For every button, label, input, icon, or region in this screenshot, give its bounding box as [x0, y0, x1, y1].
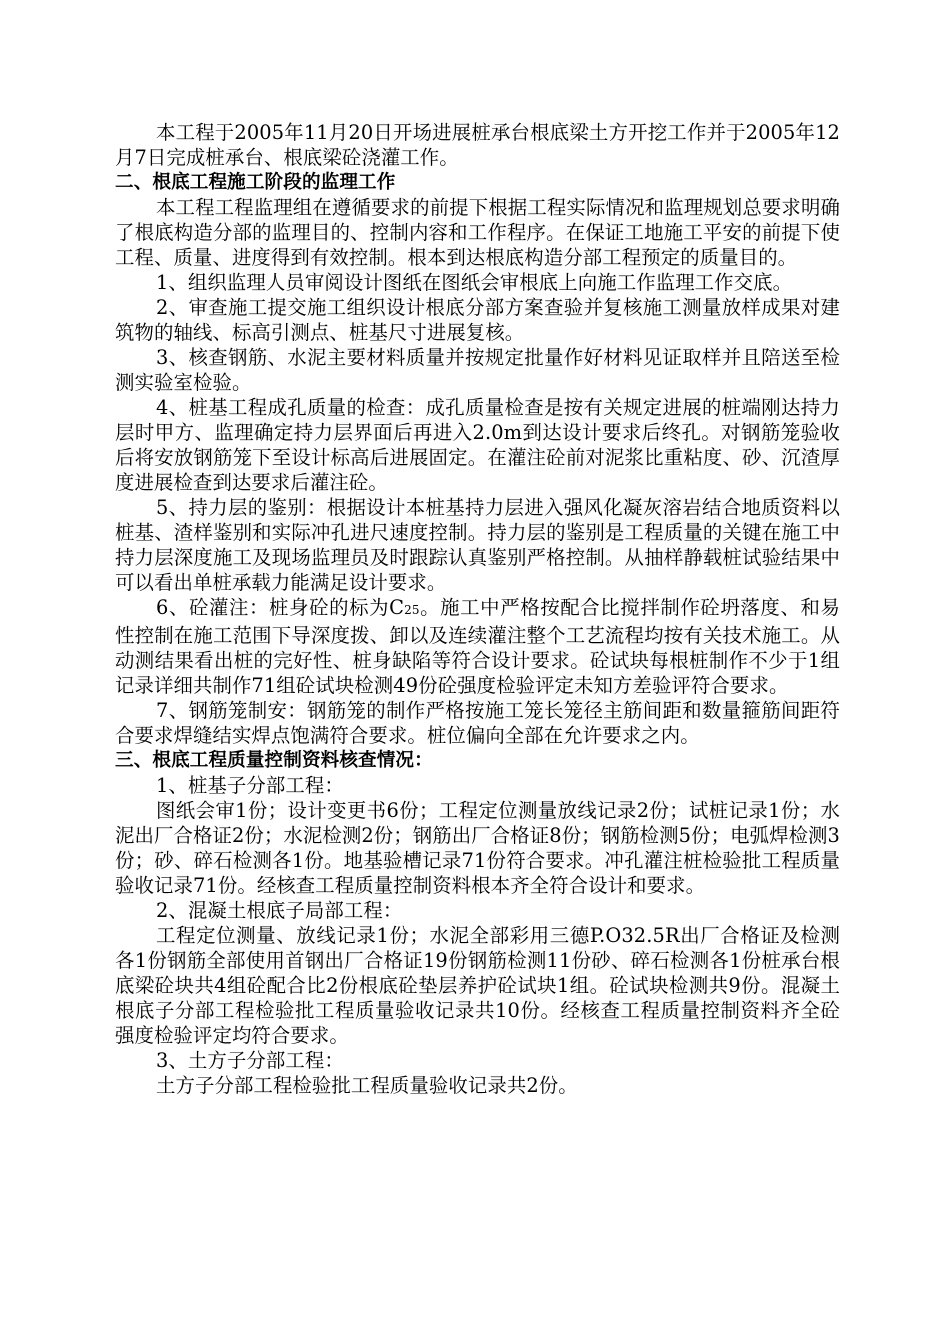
item-4-pile-hole-quality: 4、桩基工程成孔质量的检查：成孔质量检查是按有关规定进展的桩端刚达持力层时甲方、监理确定持力层界面后再进入2.0m到达设计要求后终孔。对钢筋笼验收后将安放钢筋笼下至设计标高后进展固定。在灌注砼前对泥浆比重粘度、砂、沉渣厚度进展检查到达要求后灌注砼。 [115, 396, 840, 494]
subsection-1-body: 图纸会审1份；设计变更书6份；工程定位测量放线记录2份；试桩记录1份；水泥出厂合格证2份；水泥检测2份；钢筋出厂合格证8份；钢筋检测5份；电弧焊检测3份；砂、碎石检测各1份。地基验槽记录71份符合要求。冲孔灌注桩检验批工程质量验收记录71份。经核查工程质量控制资料根本齐全符合设计和要求。 [115, 799, 840, 897]
item-7-rebar-cage: 7、钢筋笼制安：钢筋笼的制作严格按施工笼长笼径主筋间距和数量箍筋间距符合要求焊缝结实焊点饱满符合要求。桩位偏向全部在允许要求之内。 [115, 699, 840, 747]
item-2-construction-plan: 2、审查施工提交施工组织设计根底分部方案查验并复核施工测量放样成果对建筑物的轴线、标高引测点、桩基尺寸进展复核。 [115, 296, 840, 344]
subsection-1-title: 1、桩基子分部工程： [156, 774, 344, 797]
document-page [115, 120, 840, 1098]
item-1-drawing-review: 1、组织监理人员审阅设计图纸在图纸会审根底上向施工作监理工作交底。 [156, 271, 793, 294]
section-2-overview: 本工程工程监理组在遵循要求的前提下根据工程实际情况和监理规划总要求明确了根底构造分部的监理目的、控制内容和工作程序。在保证工地施工平安的前提下使工程、质量、进度得到有效控制。根本到达根底构造分部工程预定的质量目的。 [115, 196, 840, 269]
item-6-concrete-pouring [115, 595, 840, 698]
item-6-body: 。施工中严格按配合比搅拌制作砼坍落度、和易性控制在施工范围下导深度拨、卸以及连续灌注整个工艺流程均按有关技术施工。从动测结果看出桩的完好性、桩身缺陷等符合设计要求。砼试块每根桩制作不少于1组记录详细共制作71组砼试块检测49份砼强度检验评定未知方差验评符合要求。 [115, 596, 840, 697]
section-heading-3: 三、根底工程质量控制资料核查情况： [115, 750, 433, 771]
subsection-3-body: 土方子分部工程检验批工程质量验收记录共2份。 [156, 1074, 578, 1097]
subsection-3-title: 3、土方子分部工程： [156, 1049, 344, 1072]
subsection-2-title: 2、混凝土根底子局部工程： [156, 899, 403, 922]
item-5-bearing-layer: 5、持力层的鉴别：根据设计本桩基持力层进入强风化凝灰溶岩结合地质资料以桩基、渣样鉴别和实际冲孔进尺速度控制。持力层的鉴别是工程质量的关键在施工中持力层深度施工及现场监理员及时跟踪认真鉴别严格控制。从抽样静载桩试验结果中可以看出单桩承载力能满足设计要求。 [115, 496, 840, 594]
subsection-2-body: 工程定位测量、放线记录1份；水泥全部彩用三德P.O32.5R出厂合格证及检测各1份钢筋全部使用首钢出厂合格证19份钢筋检测11份砂、碎石检测各1份桩承台根底梁砼块共4组砼配合比2份根底砼垫层养护砼试块1组。砼试块检测共9份。混凝土根底子分部工程检验批工程质量验收记录共10份。经核查工程质量控制资料齐全砼强度检验评定均符合要求。 [115, 924, 840, 1047]
concrete-grade-subscript: 25 [404, 603, 420, 617]
section-heading-2: 二、根底工程施工阶段的监理工作 [115, 172, 396, 193]
item-6-lead: 6、砼灌注：桩身砼的标为C [156, 596, 405, 619]
item-3-material-check: 3、核查钢筋、水泥主要材料质量并按规定批量作好材料见证取样并且陪送至检测实验室检验。 [115, 346, 840, 394]
intro-paragraph: 本工程于2005年11月20日开场进展桩承台根底梁土方开挖工作并于2005年12月7日完成桩承台、根底梁砼浇灌工作。 [115, 121, 840, 169]
